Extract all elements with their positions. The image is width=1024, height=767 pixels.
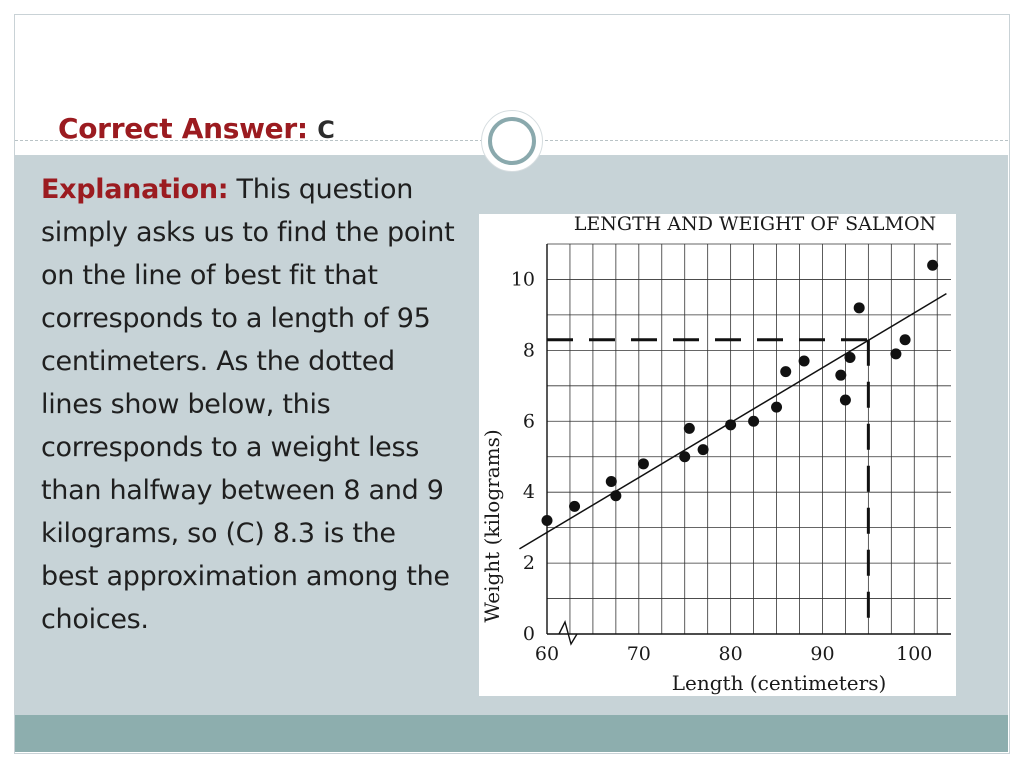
x-tick-label: 90	[810, 643, 835, 665]
explanation-body: This question simply asks us to find the point on the line of best fit that corresponds to a length of 95 centimeters. As the dotted lines show below, this corresponds to a weight less than halfway between 8 and 9 kilograms, so (C) 8.3 is the best approximation among the choices.	[41, 174, 455, 635]
data-point	[799, 356, 810, 367]
decorative-circle-ring	[488, 117, 536, 165]
explanation-label: Explanation:	[41, 174, 229, 205]
data-point	[854, 302, 865, 313]
data-point	[606, 476, 617, 487]
data-point	[845, 352, 856, 363]
x-tick-label: 60	[534, 643, 560, 665]
data-point	[638, 458, 649, 469]
x-tick-label: 80	[718, 643, 743, 665]
data-point	[780, 366, 791, 377]
data-point	[748, 416, 759, 427]
data-point	[698, 444, 709, 455]
x-axis-label: Length (centimeters)	[671, 671, 887, 695]
chart-axes	[547, 244, 951, 644]
data-point	[835, 370, 846, 381]
data-point	[840, 395, 851, 406]
y-tick-label: 10	[510, 268, 535, 291]
salmon-chart-panel	[479, 214, 956, 696]
x-tick-label: 70	[626, 643, 651, 665]
y-tick-label: 0	[522, 623, 535, 645]
data-point	[569, 501, 580, 512]
y-tick-label: 4	[522, 481, 535, 504]
data-points	[542, 260, 939, 526]
data-point	[684, 423, 695, 434]
data-point	[927, 260, 938, 271]
data-point	[890, 348, 901, 359]
data-point	[542, 515, 553, 526]
salmon-scatter-chart	[479, 214, 956, 696]
correct-answer-value: C	[317, 116, 335, 144]
data-point	[900, 334, 911, 345]
y-tick-label: 8	[522, 339, 535, 362]
data-point	[771, 402, 782, 413]
data-point	[610, 490, 621, 501]
data-point	[725, 419, 736, 430]
x-tick-label: 100	[896, 643, 933, 665]
chart-title: LENGTH AND WEIGHT OF SALMON	[573, 214, 937, 235]
slide-footer-bar	[15, 715, 1008, 752]
y-tick-label: 2	[522, 552, 535, 575]
chart-grid	[547, 244, 951, 634]
axis-break-zigzag	[559, 622, 577, 644]
data-point	[679, 451, 690, 462]
correct-answer-label: Correct Answer:	[58, 112, 308, 145]
y-tick-label: 6	[522, 410, 535, 433]
explanation-text-block	[41, 168, 461, 641]
correct-answer-heading	[58, 112, 335, 145]
y-axis-label: Weight (kilograms)	[480, 429, 504, 623]
